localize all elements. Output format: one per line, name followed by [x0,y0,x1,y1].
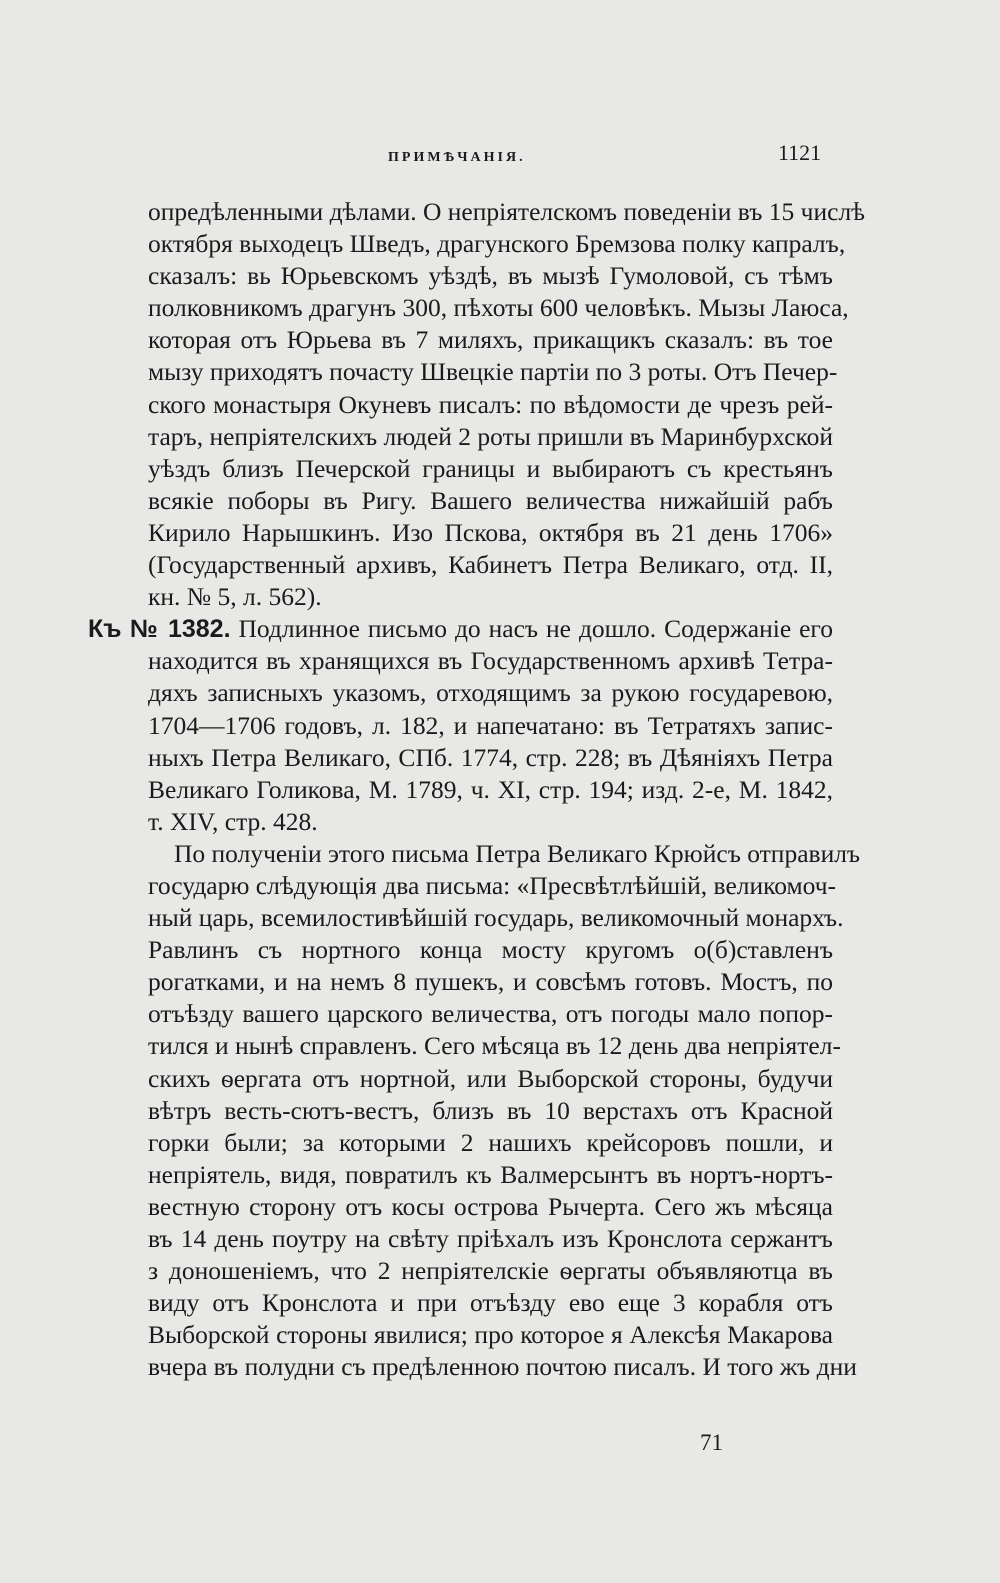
line-text: которая отъ Юрьева въ 7 миляхъ, прикащикъ сказалъ: въ тое [148,325,833,355]
line-text: вѣтръ весть-сютъ-вестъ, близъ въ 10 верстахъ отъ Красной [148,1095,833,1125]
line-text: отъѣзду вашего царского величества, отъ погоды мало попор- [148,999,833,1029]
text-line [88,356,838,388]
line-text: Равлинъ съ нортного конца мосту кругомъ о(б)ставленъ [148,935,833,965]
text-line [88,581,833,613]
text-line [88,1319,833,1351]
line-text: опредѣленными дѣлами. О непріятелскомъ поведеніи въ 15 числѣ [148,197,866,226]
text-line [88,613,833,645]
text-line [88,934,833,966]
text-line [88,1063,833,1095]
line-text: 1704—1706 годовъ, л. 182, и напечатано: въ Тетратяхъ запис- [148,710,833,740]
line-text: вестную сторону отъ косы острова Рычерта. Сего жъ мѣсяца [148,1191,833,1221]
text-line [88,228,846,260]
text-line [88,838,861,870]
line-text: Выборской стороны явилися; про которое я Алексѣя Макарова [148,1320,833,1350]
text-line [88,677,833,709]
line-text: государю слѣдующія два письма: «Пресвѣтлѣйшій, великомоч- [148,870,837,900]
line-text: рогатками, и на немъ 8 пушекъ, и совсѣмъ готовъ. Мостъ, по [148,967,833,997]
text-line [88,806,833,838]
text-line [88,196,866,228]
line-text: таръ, непріятелскихъ людей 2 роты пришли въ Маринбурхской [148,421,834,451]
line-text: полковникомъ драгунъ 300, пѣхоты 600 человѣкъ. Мызы Лаюса, [148,293,849,323]
text-line [88,485,833,517]
line-text: т. XIV, стр. 428. [148,806,318,836]
text-line [88,1351,857,1383]
text-line [88,1255,833,1287]
text-line [88,1095,833,1127]
text-line [88,292,849,324]
line-text: По полученіи этого письма Петра Великаго Крюйсъ отправилъ [174,838,861,868]
line-text: въ 14 день поутру на свѣту пріѣхалъ изъ Кронслота сержантъ [148,1224,833,1253]
line-text: скихъ ѳергата отъ нортной, или Выборской стороны, будучи [148,1063,833,1093]
body-text [88,196,866,1383]
text-line [88,260,833,292]
line-text: октября выходецъ Шведъ, драгунского Бремзова полку капралъ, [148,229,846,259]
line-text: кн. № 5, л. 562). [148,582,322,612]
line-text: ского монастыря Окуневъ писалъ: по вѣдомости де чрезъ рей- [148,389,833,419]
line-text: непріятель, видя, повратилъ къ Валмерсынтъ въ нортъ-нортъ- [148,1159,833,1189]
text-line [88,1127,833,1159]
line-text: находится въ хранящихся въ Государственномъ архивѣ Тетра- [148,646,833,676]
line-text: сказалъ: вь Юрьевскомъ уѣздѣ, въ мызѣ Гумоловой, съ тѣмъ [148,261,833,291]
line-text: уѣздъ близъ Печерской границы и выбираютъ съ крестьянъ [148,453,833,483]
signature-mark: 71 [700,1430,723,1455]
running-title: ПРИМѢЧАНІЯ. [388,150,526,165]
text-line [88,1159,833,1191]
text-line [88,998,833,1030]
line-text: всякіе поборы въ Ригу. Вашего величества нижайшій рабъ [148,485,833,515]
line-text: дяхъ записныхъ указомъ, отходящимъ за рукою государевою, [148,678,833,708]
text-line [88,902,844,934]
text-line [88,1191,833,1223]
text-line [88,453,833,485]
text-line [88,774,833,806]
text-line [88,710,833,742]
text-line [88,421,833,453]
line-text: мызу приходятъ почасту Швецкіе партіи по 3 роты. Отъ Печер- [148,357,838,387]
line-text: ныхъ Петра Великаго, СПб. 1774, стр. 228; въ Дѣяніяхъ Петра [148,742,833,772]
text-line [88,966,833,998]
text-line [88,1287,833,1319]
text-line [88,389,833,421]
text-line [88,1223,833,1255]
text-line [88,742,833,774]
line-text: Кирило Нарышкинъ. Изо Пскова, октября въ 21 день 1706» [148,517,833,547]
line-text: Подлинное письмо до насъ не дошло. Содержаніе его [230,614,833,644]
text-line [88,870,837,902]
note-reference: Къ № 1382. [88,615,231,644]
line-text: тился и нынѣ справленъ. Сего мѣсяца въ 12 день два непріятел- [148,1031,841,1061]
text-line [88,1030,841,1062]
line-text: з доношеніемъ, что 2 непріятелскіе ѳергаты объявляютца въ [148,1256,833,1286]
text-line [88,645,833,677]
text-line [88,517,833,549]
line-text: горки были; за которыми 2 нашихъ крейсоровъ пошли, и [148,1127,833,1157]
text-line [88,324,833,356]
line-text: виду отъ Кронслота и при отъѣзду ево еще 3 корабля отъ [148,1288,833,1318]
text-line [88,549,833,581]
line-text: вчера въ полудни съ предѣленною почтою писалъ. И того жъ дни [148,1352,857,1382]
page-number: 1121 [778,140,822,165]
line-text: ный царь, всемилостивѣйшій государь, великомочный монархъ. [148,903,844,933]
line-text: Великаго Голикова, М. 1789, ч. XI, стр. 194; изд. 2-е, М. 1842, [148,774,833,804]
line-text: (Государственный архивъ, Кабинетъ Петра Великаго, отд. II, [148,550,833,580]
